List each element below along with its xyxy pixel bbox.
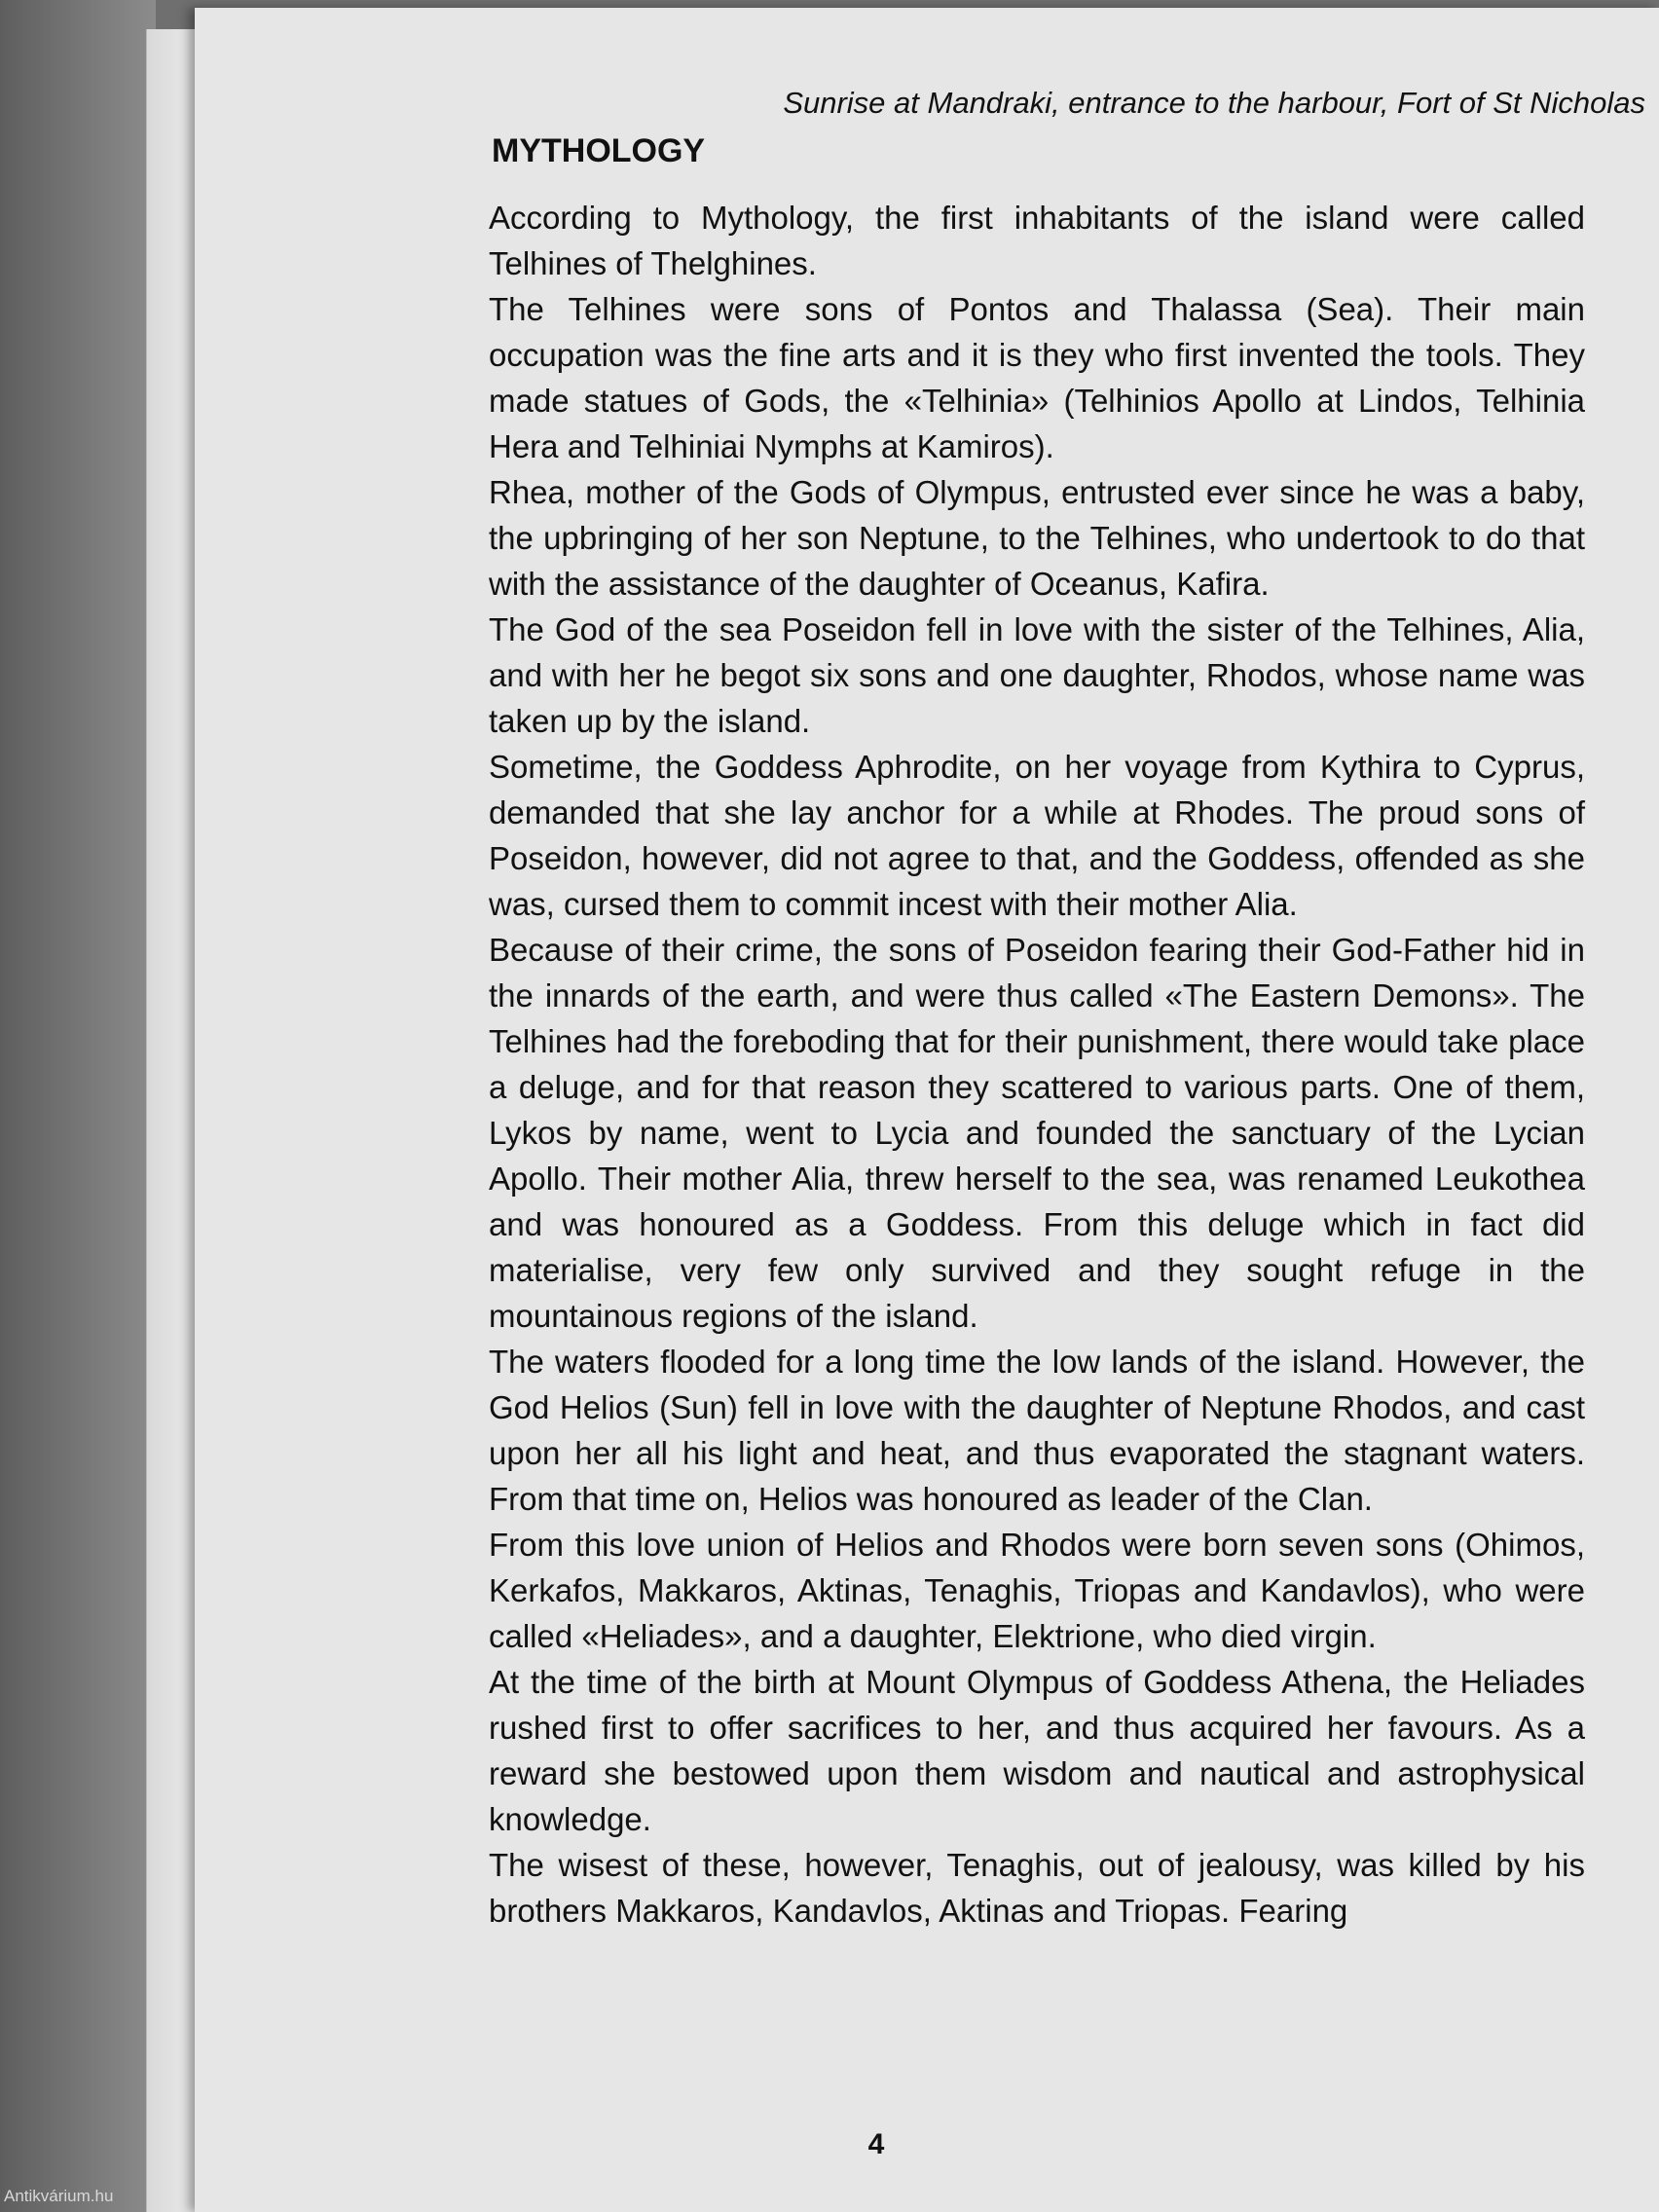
paragraph: The wisest of these, however, Tenaghis, out of jealousy, was killed by his brothers Makkaros, Kandavlos, Aktinas and Triopas. Fearing xyxy=(489,1847,1585,1929)
paragraph: From this love union of Helios and Rhodos were born seven sons (Ohimos, Kerkafos, Makkaros, Aktinas, Tenaghis, Triopas and Kandavlos), who were called «Heliades», and a daughter, Elektrione, who died virgin. xyxy=(489,1527,1585,1654)
photo-caption: Sunrise at Mandraki, entrance to the harbour, Fort of St Nicholas xyxy=(783,86,1645,120)
paragraph: Rhea, mother of the Gods of Olympus, entrusted ever since he was a baby, the upbringing of her son Neptune, to the Telhines, who undertook to do that with the assistance of the daughter of Oceanus, Kafira. xyxy=(489,474,1585,602)
book-page xyxy=(195,8,1659,2212)
paragraph: The waters flooded for a long time the low lands of the island. However, the God Helios (Sun) fell in love with the daughter of Neptune Rhodos, and cast upon her all his light and heat, and thus evaporated the stagnant waters. From that time on, Helios was honoured as leader of the Clan. xyxy=(489,1344,1585,1517)
paragraph: The Telhines were sons of Pontos and Thalassa (Sea). Their main occupation was the fine arts and it is they who first invented the tools. They made statues of Gods, the «Telhinia» (Telhinios Apollo at Lindos, Telhinia Hera and Telhiniai Nymphs at Kamiros). xyxy=(489,291,1585,464)
background-surface xyxy=(0,0,156,2212)
section-heading: MYTHOLOGY xyxy=(492,132,706,169)
body-text xyxy=(489,195,1585,1934)
paragraph: The God of the sea Poseidon fell in love with the sister of the Telhines, Alia, and with her he begot six sons and one daughter, Rhodos, whose name was taken up by the island. xyxy=(489,611,1585,739)
watermark: Antikvárium.hu xyxy=(4,2187,114,2205)
paragraph: Sometime, the Goddess Aphrodite, on her voyage from Kythira to Cyprus, demanded that she lay anchor for a while at Rhodes. The proud sons of Poseidon, however, did not agree to that, and the Goddess, offended as she was, cursed them to commit incest with their mother Alia. xyxy=(489,749,1585,922)
paragraph: At the time of the birth at Mount Olympus of Goddess Athena, the Heliades rushed first to offer sacrifices to her, and thus acquired her favours. As a reward she bestowed upon them wisdom and nautical and astrophysical knowledge. xyxy=(489,1664,1585,1837)
paragraph: Because of their crime, the sons of Poseidon fearing their God-Father hid in the innards of the earth, and were thus called «The Eastern Demons». The Telhines had the foreboding that for their punishment, there would take place a deluge, and for that reason they scattered to various parts. One of them, Lykos by name, went to Lycia and founded the sanctuary of the Lycian Apollo. Their mother Alia, threw herself to the sea, was renamed Leukothea and was honoured as a Goddess. From this deluge which in fact did materialise, very few only survived and they sought refuge in the mountainous regions of the island. xyxy=(489,932,1585,1334)
paragraph: According to Mythology, the first inhabitants of the island were called Telhines of Thelghines. xyxy=(489,200,1585,281)
page-number: 4 xyxy=(867,2128,885,2160)
